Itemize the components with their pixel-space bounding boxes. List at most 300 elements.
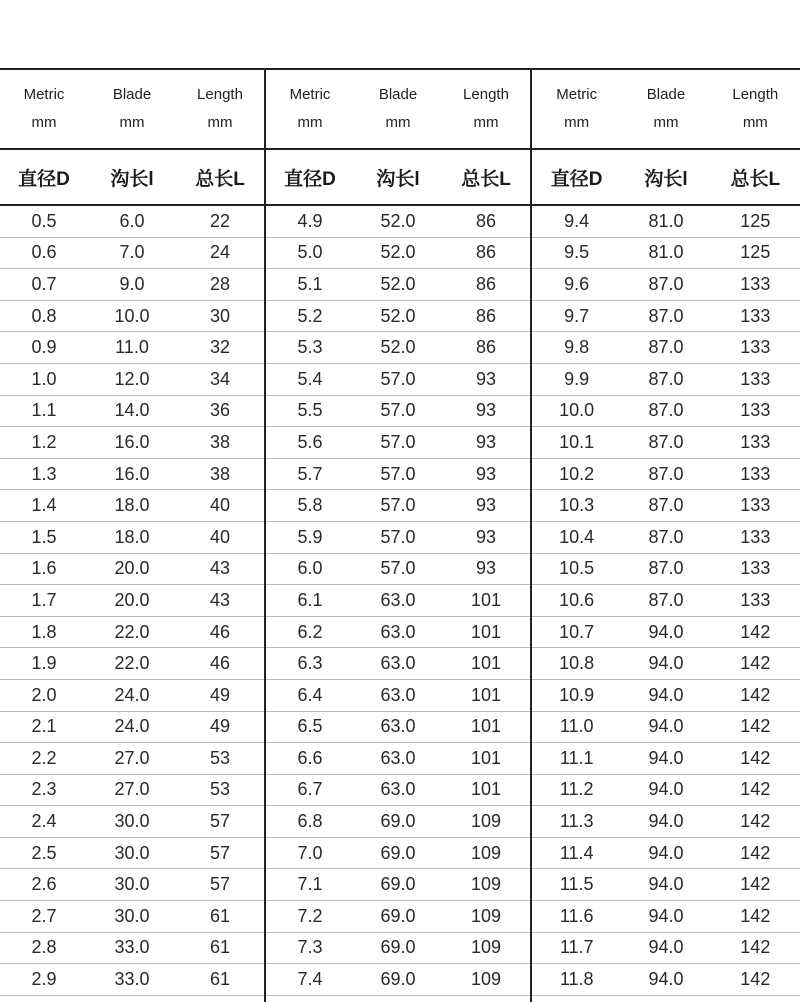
cell-diameter: 5.4 (297, 368, 323, 389)
cell-diameter: 6.1 (297, 589, 323, 610)
header-row-chinese (532, 150, 800, 206)
table-row (0, 269, 264, 301)
cell-blade-length: 94.0 (648, 653, 684, 674)
cell-diameter: 5.2 (297, 305, 323, 326)
table-row (532, 301, 800, 333)
header-cn-blade-length: 沟长l (376, 168, 420, 190)
table-row (0, 554, 264, 586)
header-row-chinese (0, 150, 264, 206)
table-row (532, 396, 800, 428)
cell-total-length: 57 (209, 811, 231, 832)
cell-total-length: 43 (209, 589, 231, 610)
cell-blade-length: 57.0 (380, 431, 416, 452)
cell-diameter: 2.1 (31, 716, 57, 737)
cell-diameter: 2.4 (31, 811, 57, 832)
cell-diameter: 10.8 (559, 653, 595, 674)
header-unit: mm (653, 114, 679, 131)
cell-blade-length: 6.0 (119, 210, 145, 231)
cell-diameter: 11.1 (559, 747, 594, 768)
cell-diameter: 2.5 (31, 842, 57, 863)
cell-blade-length: 18.0 (114, 526, 150, 547)
cell-blade-length: 69.0 (380, 937, 416, 958)
header-row-english (532, 70, 800, 150)
cell-diameter: 9.5 (564, 242, 590, 263)
cell-blade-length: 57.0 (380, 400, 416, 421)
table-row (266, 238, 530, 270)
cell-diameter: 11.0 (559, 716, 594, 737)
cell-diameter: 6.4 (297, 684, 323, 705)
header-cell-diameter (0, 70, 88, 148)
header-unit: mm (297, 114, 323, 131)
cell-diameter: 1.1 (31, 400, 57, 421)
table-row (266, 743, 530, 775)
cell-total-length: 34 (209, 368, 231, 389)
cell-diameter: 0.9 (31, 337, 57, 358)
header-cn-diameter: 直径D (18, 168, 70, 190)
table-row (0, 301, 264, 333)
table-row (266, 617, 530, 649)
cell-blade-length: 63.0 (380, 621, 416, 642)
cell-diameter: 2.9 (31, 969, 57, 990)
cell-total-length: 109 (470, 842, 502, 863)
cell-total-length: 142 (740, 716, 771, 737)
cell-diameter: 5.1 (297, 273, 323, 294)
table-row (532, 901, 800, 933)
cell-total-length: 93 (475, 558, 497, 579)
cell-total-length: 133 (740, 305, 771, 326)
cell-diameter: 2.2 (31, 747, 57, 768)
table-row (0, 206, 264, 238)
cell-total-length: 142 (740, 874, 771, 895)
cell-total-length: 46 (209, 653, 231, 674)
table-row (532, 869, 800, 901)
cell-diameter: 5.5 (297, 400, 323, 421)
cell-blade-length: 30.0 (114, 842, 150, 863)
table-row (532, 522, 800, 554)
header-cn-diameter: 直径D (550, 168, 603, 190)
cell-diameter: 1.4 (31, 495, 57, 516)
cell-total-length: 57 (209, 842, 231, 863)
cell-diameter: 0.6 (31, 242, 57, 263)
table-row (532, 964, 800, 996)
cell-diameter: 5.9 (297, 526, 323, 547)
table-row (532, 490, 800, 522)
cell-diameter: 10.9 (559, 684, 595, 705)
cell-diameter: 2.8 (31, 937, 57, 958)
table-row (266, 838, 530, 870)
header-label: Length (463, 86, 509, 103)
cell-blade-length: 94.0 (648, 905, 684, 926)
cell-diameter: 1.3 (31, 463, 57, 484)
table-row (266, 933, 530, 965)
cell-blade-length: 94.0 (648, 811, 684, 832)
cell-blade-length: 69.0 (380, 842, 416, 863)
cell-total-length: 133 (740, 273, 771, 294)
cell-diameter: 6.2 (297, 621, 323, 642)
cell-blade-length: 9.0 (119, 273, 145, 294)
cell-diameter: 1.9 (31, 653, 57, 674)
cell-total-length: 93 (475, 431, 497, 452)
cell-blade-length: 16.0 (114, 463, 150, 484)
cell-total-length: 142 (740, 653, 771, 674)
table-row (532, 554, 800, 586)
table-row (0, 743, 264, 775)
cell-diameter: 7.1 (297, 874, 323, 895)
table-row (532, 838, 800, 870)
cell-total-length: 93 (475, 526, 497, 547)
cell-blade-length: 87.0 (648, 431, 684, 452)
cell-total-length: 101 (470, 684, 502, 705)
cell-blade-length: 94.0 (648, 684, 684, 705)
cell-diameter: 11.2 (559, 779, 594, 800)
cell-blade-length: 33.0 (114, 969, 150, 990)
cell-blade-length: 7.0 (119, 242, 145, 263)
table-block-1 (0, 70, 264, 1002)
cell-blade-length: 94.0 (648, 747, 684, 768)
table-row (266, 332, 530, 364)
cell-total-length: 101 (470, 779, 502, 800)
cell-total-length: 22 (209, 210, 231, 231)
cell-blade-length: 69.0 (380, 874, 416, 895)
table-row (532, 206, 800, 238)
cell-blade-length: 22.0 (114, 621, 150, 642)
table-row (266, 396, 530, 428)
header-label: Metric (23, 86, 65, 103)
cell-total-length: 86 (475, 273, 497, 294)
cell-total-length: 109 (470, 905, 502, 926)
cell-total-length: 133 (740, 431, 771, 452)
cell-diameter: 2.3 (31, 779, 57, 800)
cell-blade-length: 87.0 (648, 463, 684, 484)
cell-blade-length: 52.0 (380, 273, 416, 294)
table-block-3 (530, 70, 800, 1002)
table-row (266, 680, 530, 712)
header-cn-total-length: 总长L (730, 168, 781, 190)
table-row (532, 332, 800, 364)
cell-total-length: 101 (470, 747, 502, 768)
cell-diameter: 10.0 (559, 400, 595, 421)
cell-total-length: 125 (740, 210, 771, 231)
cell-diameter: 11.5 (559, 874, 594, 895)
table-row (0, 775, 264, 807)
table-row (0, 964, 264, 996)
table-row (266, 459, 530, 491)
cell-total-length: 38 (209, 431, 231, 452)
table-row (266, 206, 530, 238)
header-cn-blade-length: 沟长l (644, 168, 688, 190)
cell-blade-length: 94.0 (648, 937, 684, 958)
cell-diameter: 2.7 (31, 905, 57, 926)
cell-diameter: 10.7 (559, 621, 595, 642)
cell-total-length: 133 (740, 368, 771, 389)
header-unit: mm (31, 114, 57, 131)
cell-blade-length: 87.0 (648, 589, 684, 610)
header-unit: mm (385, 114, 411, 131)
cell-blade-length: 18.0 (114, 495, 150, 516)
cell-diameter: 9.7 (564, 305, 590, 326)
header-row-chinese (266, 150, 530, 206)
table-row (266, 901, 530, 933)
cell-diameter: 6.8 (297, 811, 323, 832)
table-row (0, 427, 264, 459)
cell-blade-length: 12.0 (114, 368, 150, 389)
cell-blade-length: 57.0 (380, 463, 416, 484)
cell-total-length: 86 (475, 337, 497, 358)
table-row (266, 301, 530, 333)
cell-blade-length: 94.0 (648, 621, 684, 642)
header-unit: mm (564, 114, 590, 131)
cell-total-length: 142 (740, 969, 771, 990)
cell-total-length: 142 (740, 905, 771, 926)
cell-diameter: 5.3 (297, 337, 323, 358)
cell-diameter: 6.0 (297, 558, 323, 579)
table-row (266, 775, 530, 807)
cell-blade-length: 69.0 (380, 905, 416, 926)
cell-total-length: 93 (475, 368, 497, 389)
cell-total-length: 101 (470, 716, 502, 737)
cell-diameter: 7.2 (297, 905, 323, 926)
cell-total-length: 40 (209, 495, 231, 516)
cell-total-length: 93 (475, 400, 497, 421)
table-row (0, 617, 264, 649)
cell-diameter: 11.8 (559, 969, 594, 990)
cell-diameter: 1.2 (31, 431, 57, 452)
cell-diameter: 6.7 (297, 779, 323, 800)
cell-blade-length: 94.0 (648, 969, 684, 990)
cell-blade-length: 87.0 (648, 526, 684, 547)
header-cn-total-length: 总长L (195, 168, 245, 190)
cell-total-length: 109 (470, 937, 502, 958)
cell-total-length: 142 (740, 842, 771, 863)
table-row (532, 617, 800, 649)
cell-blade-length: 63.0 (380, 779, 416, 800)
cell-total-length: 133 (740, 526, 771, 547)
cell-diameter: 9.4 (564, 210, 590, 231)
table-row (532, 933, 800, 965)
cell-diameter: 2.6 (31, 874, 57, 895)
cell-total-length: 142 (740, 937, 771, 958)
cell-total-length: 142 (740, 747, 771, 768)
cell-blade-length: 30.0 (114, 905, 150, 926)
header-label: Metric (556, 86, 598, 103)
table-row (532, 648, 800, 680)
cell-total-length: 142 (740, 621, 771, 642)
header-unit: mm (119, 114, 145, 131)
cell-total-length: 38 (209, 463, 231, 484)
cell-diameter: 9.6 (564, 273, 590, 294)
cell-blade-length: 63.0 (380, 747, 416, 768)
cell-total-length: 57 (209, 874, 231, 895)
cell-total-length: 142 (740, 811, 771, 832)
table-row (532, 806, 800, 838)
cell-blade-length: 33.0 (114, 937, 150, 958)
table-row (0, 459, 264, 491)
cell-blade-length: 81.0 (648, 242, 684, 263)
cell-blade-length: 81.0 (648, 210, 684, 231)
cell-diameter: 7.3 (297, 937, 323, 958)
cell-blade-length: 52.0 (380, 337, 416, 358)
cell-diameter: 1.0 (31, 368, 57, 389)
cell-total-length: 101 (470, 653, 502, 674)
cell-blade-length: 24.0 (114, 684, 150, 705)
header-cell-total-length (442, 70, 530, 148)
cell-total-length: 133 (740, 558, 771, 579)
header-label: Length (197, 86, 243, 103)
header-label: Blade (646, 86, 686, 103)
cell-total-length: 53 (209, 779, 231, 800)
cell-total-length: 109 (470, 811, 502, 832)
cell-diameter: 9.8 (564, 337, 590, 358)
header-unit: mm (207, 114, 233, 131)
cell-blade-length: 52.0 (380, 242, 416, 263)
cell-blade-length: 52.0 (380, 305, 416, 326)
cell-diameter: 1.5 (31, 526, 57, 547)
cell-blade-length: 30.0 (114, 874, 150, 895)
header-cell-total-length (176, 70, 264, 148)
cell-total-length: 61 (209, 937, 231, 958)
table-row (532, 238, 800, 270)
cell-diameter: 7.0 (297, 842, 323, 863)
table-row (532, 585, 800, 617)
cell-blade-length: 63.0 (380, 716, 416, 737)
cell-blade-length: 87.0 (648, 558, 684, 579)
cell-diameter: 10.1 (559, 431, 595, 452)
cell-total-length: 101 (470, 589, 502, 610)
cell-diameter: 1.8 (31, 621, 57, 642)
cell-total-length: 133 (740, 400, 771, 421)
table-row (532, 743, 800, 775)
table-block-2 (264, 70, 530, 1002)
cell-total-length: 133 (740, 495, 771, 516)
table-row (266, 522, 530, 554)
table-row (532, 712, 800, 744)
cell-total-length: 49 (209, 684, 231, 705)
cell-blade-length: 14.0 (114, 400, 150, 421)
cell-blade-length: 57.0 (380, 368, 416, 389)
header-cn-total-length: 总长L (461, 168, 511, 190)
cell-blade-length: 57.0 (380, 495, 416, 516)
cell-diameter: 9.9 (564, 368, 590, 389)
table-row (0, 364, 264, 396)
cell-blade-length: 11.0 (115, 337, 149, 358)
cell-diameter: 6.5 (297, 716, 323, 737)
table-row (266, 964, 530, 996)
cell-diameter: 0.8 (31, 305, 57, 326)
table-row (266, 585, 530, 617)
table-row (0, 933, 264, 965)
header-cell-blade-length (621, 70, 710, 148)
table-row (0, 332, 264, 364)
header-cell-blade-length (354, 70, 442, 148)
table-row (266, 806, 530, 838)
cell-total-length: 86 (475, 305, 497, 326)
cell-blade-length: 16.0 (114, 431, 150, 452)
header-unit: mm (473, 114, 499, 131)
cell-blade-length: 52.0 (380, 210, 416, 231)
cell-diameter: 11.3 (559, 811, 594, 832)
cell-total-length: 28 (209, 273, 231, 294)
cell-total-length: 93 (475, 495, 497, 516)
cell-diameter: 4.9 (297, 210, 323, 231)
table-row (266, 269, 530, 301)
cell-total-length: 61 (209, 905, 231, 926)
cell-total-length: 40 (209, 526, 231, 547)
header-cell-diameter (532, 70, 621, 148)
header-row-english (266, 70, 530, 150)
cell-diameter: 7.4 (297, 969, 323, 990)
header-cn-blade-length: 沟长l (110, 168, 154, 190)
table-row (532, 269, 800, 301)
table-row (266, 364, 530, 396)
cell-blade-length: 57.0 (380, 526, 416, 547)
header-cn-diameter: 直径D (284, 168, 336, 190)
table-row (266, 712, 530, 744)
cell-blade-length: 27.0 (114, 779, 150, 800)
cell-blade-length: 22.0 (114, 653, 150, 674)
header-label: Length (732, 86, 779, 103)
cell-total-length: 109 (470, 874, 502, 895)
cell-diameter: 5.7 (297, 463, 323, 484)
cell-diameter: 0.7 (31, 273, 57, 294)
cell-diameter: 10.4 (559, 526, 595, 547)
table-row (532, 427, 800, 459)
cell-diameter: 10.5 (559, 558, 595, 579)
table-row (532, 459, 800, 491)
cell-diameter: 2.0 (31, 684, 57, 705)
cell-diameter: 1.6 (31, 558, 57, 579)
cell-blade-length: 87.0 (648, 400, 684, 421)
cell-blade-length: 30.0 (114, 811, 150, 832)
cell-total-length: 93 (475, 463, 497, 484)
cell-total-length: 86 (475, 210, 497, 231)
cell-total-length: 142 (740, 779, 771, 800)
cell-diameter: 5.8 (297, 495, 323, 516)
cell-diameter: 10.3 (559, 495, 595, 516)
table-row (0, 680, 264, 712)
table-row (0, 238, 264, 270)
cell-total-length: 32 (209, 337, 231, 358)
cell-blade-length: 94.0 (648, 779, 684, 800)
cell-blade-length: 10.0 (114, 305, 150, 326)
table-row (0, 522, 264, 554)
header-row-english (0, 70, 264, 150)
header-label: Blade (378, 86, 418, 103)
cell-total-length: 30 (209, 305, 231, 326)
cell-blade-length: 20.0 (114, 589, 150, 610)
table-row (0, 648, 264, 680)
cell-total-length: 109 (470, 969, 502, 990)
table-row (0, 869, 264, 901)
cell-total-length: 24 (209, 242, 231, 263)
cell-total-length: 133 (740, 589, 771, 610)
cell-blade-length: 87.0 (648, 495, 684, 516)
cell-blade-length: 87.0 (648, 305, 684, 326)
cell-diameter: 5.6 (297, 431, 323, 452)
cell-total-length: 36 (209, 400, 231, 421)
cell-blade-length: 63.0 (380, 684, 416, 705)
cell-blade-length: 87.0 (648, 337, 684, 358)
header-label: Blade (112, 86, 152, 103)
cell-total-length: 125 (740, 242, 771, 263)
cell-blade-length: 57.0 (380, 558, 416, 579)
cell-blade-length: 87.0 (648, 368, 684, 389)
cell-blade-length: 94.0 (648, 842, 684, 863)
table-row (266, 490, 530, 522)
table-row (266, 427, 530, 459)
cell-diameter: 6.3 (297, 653, 323, 674)
cell-diameter: 10.2 (559, 463, 595, 484)
cell-diameter: 1.7 (31, 589, 57, 610)
